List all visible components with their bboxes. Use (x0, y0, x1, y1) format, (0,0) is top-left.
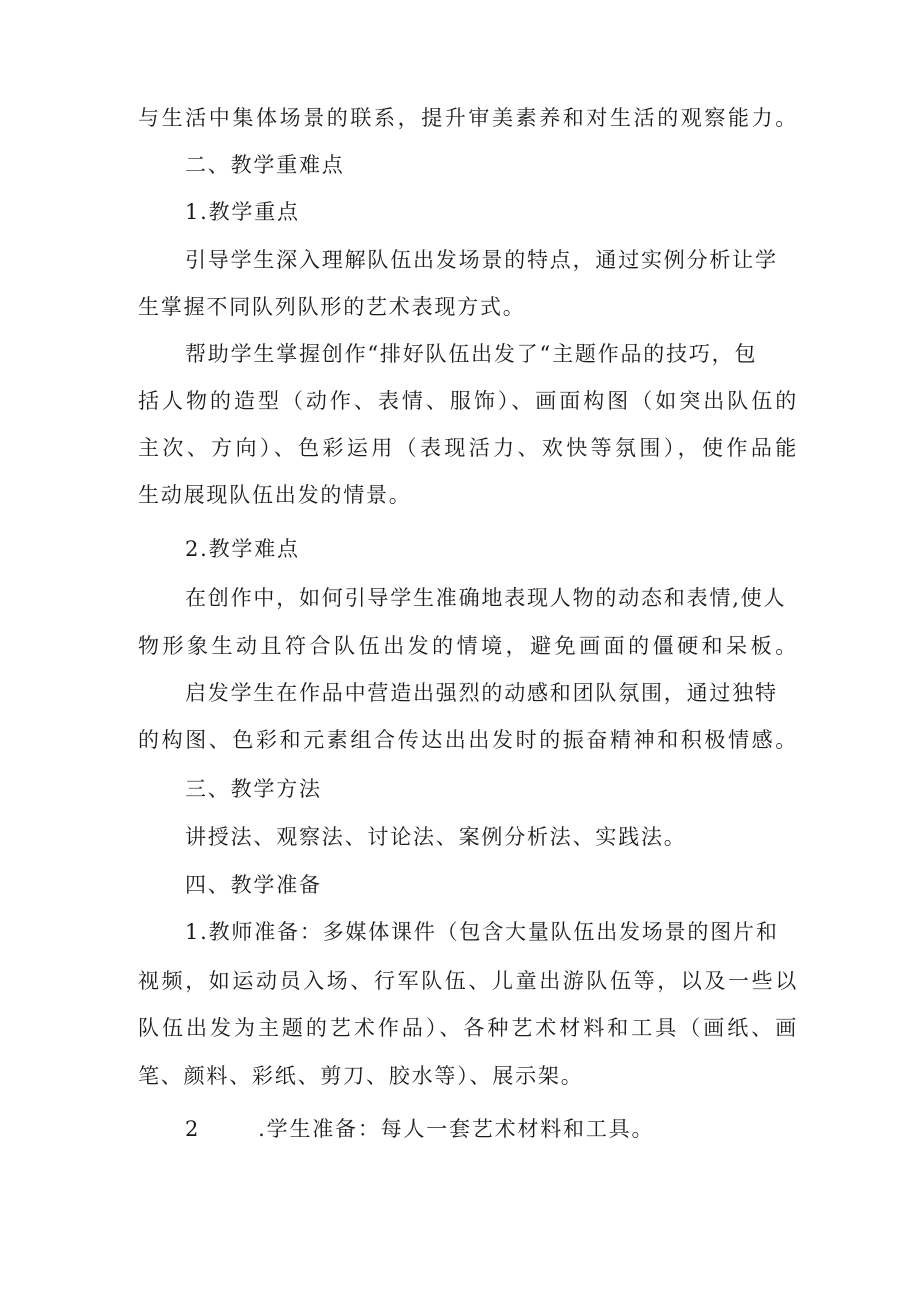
paragraph-line: 在创作中，如何引导学生准确地表现人物的动态和表情,使人 (185, 586, 787, 610)
paragraph-line: 启发学生在作品中营造出强烈的动感和团队氛围，通过独特 (185, 681, 778, 705)
paragraph-line: 生掌握不同队列队形的艺术表现方式。 (138, 295, 526, 319)
list-item-text: .学生准备：每人一套艺术材料和工具。 (258, 1117, 655, 1141)
list-number: 2 (185, 1117, 201, 1141)
paragraph-line: 引导学生深入理解队伍出发场景的特点，通过实例分析让学 (185, 248, 778, 272)
paragraph-line: 生动展现队伍出发的情景。 (138, 483, 412, 507)
paragraph-line: 视频，如运动员入场、行军队伍、儿童出游队伍等，以及一些以 (138, 969, 798, 993)
paragraph-line: 1.教师准备：多媒体课件（包含大量队伍出发场景的图片和 (185, 920, 779, 944)
paragraph-line: 讲授法、观察法、讨论法、案例分析法、实践法。 (185, 825, 687, 849)
paragraph-line: 物形象生动且符合队伍出发的情境，避免画面的僵硬和呆板。 (138, 634, 798, 658)
section-heading-key-difficult-points: 二、教学重难点 (185, 153, 345, 177)
subheading-teaching-focus: 1.教学重点 (185, 200, 300, 224)
paragraph-line: 笔、颜料、彩纸、剪刀、胶水等）、展示架。 (138, 1064, 584, 1088)
paragraph-line: 与生活中集体场景的联系，提升审美素养和对生活的观察能力。 (138, 106, 798, 130)
paragraph-line: 队伍出发为主题的艺术作品）、各种艺术材料和工具（画纸、画 (138, 1016, 798, 1040)
subheading-teaching-difficulty: 2.教学难点 (185, 537, 300, 561)
section-heading-teaching-preparation: 四、教学准备 (185, 873, 322, 897)
paragraph-line: 帮助学生掌握创作“排好队伍出发了“主题作品的技巧，包 (185, 342, 758, 366)
paragraph-line: 主次、方向）、色彩运用（表现活力、欢快等氛围），使作品能 (138, 436, 798, 460)
section-heading-teaching-methods: 三、教学方法 (185, 777, 322, 801)
paragraph-line: 括人物的造型（动作、表情、服饰）、画面构图（如突出队伍的 (138, 389, 798, 413)
list-item-student-preparation (185, 1115, 845, 1143)
paragraph-line: 的构图、色彩和元素组合传达出出发时的振奋精神和积极情感。 (138, 728, 798, 752)
